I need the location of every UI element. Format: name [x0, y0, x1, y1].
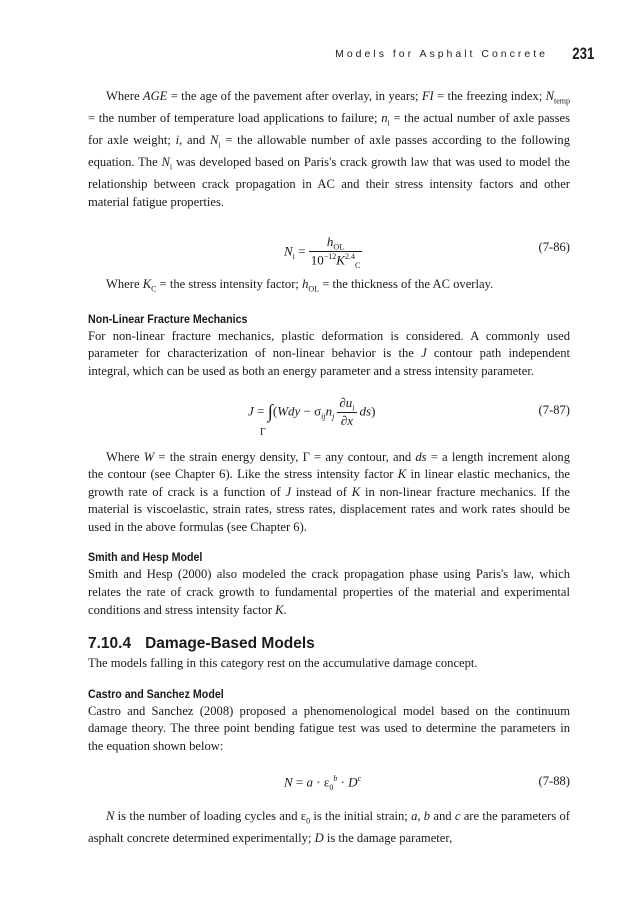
- heading-smith-hesp: Smith and Hesp Model: [88, 551, 203, 565]
- paragraph-n-loading-cycles: N is the number of loading cycles and $\varepsilon_0$ is the initial strain; a, b and c are the parameters of asphalt concrete determined experimentally; D is the damage parameter,: [88, 808, 571, 845]
- running-title: Models for Asphalt Concrete: [335, 48, 548, 60]
- paragraph-damage-based: The models falling in this category rest on the accumulative damage concept.: [88, 656, 478, 671]
- contour-subscript: Γ: [260, 426, 266, 438]
- paragraph-where-age: Where AGE = the age of the pavement after overlay, in years; FI = the freezing index; $N_{temp}$ = the number of temperature load applications to failure; $n_i$ = the actual number of axle passes for axle weight; i, and $N_i$ = the allowable number of axle passes according to the following equation. The $N_i$ was developed based on Paris's crack growth law that was used to model the relationship between crack propagation in AC and their stress intensity factors and other material fatigue properties.: [88, 89, 570, 210]
- equation-7-87: $J = \int(Wdy - \sigma_{ij}n_j$ $\frac{\partial u_i}{\partial x}$ ds) Γ (7-87): [248, 394, 570, 438]
- paragraph-castro-sanchez: Castro and Sanchez (2008) proposed a phenomenological model based on the continuum damage theory. The three point bending fatigue test was used to determine the parameters in the equation shown below:: [88, 703, 570, 754]
- equation-number: (7-86): [538, 239, 570, 254]
- paragraph-non-linear: For non-linear fracture mechanics, plastic deformation is considered. A commonly used parameter for characterization of non-linear behavior is the J contour path independent integral, which can be used as both an energy parameter and a stress intensity parameter.: [88, 328, 570, 378]
- paragraph-smith-hesp: Smith and Hesp (2000) also modeled the crack propagation phase using Paris's law, which relates the rate of crack growth to fundamental properties of the material and experimental conditions and stress intensity factor K.: [88, 567, 570, 617]
- paragraph-where-w: Where W = the strain energy density, Γ = any contour, and ds = a length increment along the contour (see Chapter 6). Like the stress intensity factor K in linear elastic mechanics, the growth rate of crack is a function of J instead of K in non-linear fracture mechanics. If the material is viscoelastic, strain rates, stress rates, displacement rates and work rates should be used in the above formulas (see Chapter 6).: [88, 449, 570, 534]
- heading-non-linear-fracture: Non-Linear Fracture Mechanics: [88, 312, 248, 326]
- heading-castro-sanchez: Castro and Sanchez Model: [88, 687, 224, 701]
- page-body: [88, 88, 570, 847]
- page-header: [80, 44, 594, 66]
- equation-7-88: $N = a \cdot \varepsilon_0^b \cdot D^c$ (7-88): [284, 773, 570, 792]
- section-heading-damage-based: 7.10.4 Damage-Based Models: [88, 635, 315, 653]
- equation-7-86: $N_i$ = $\frac{h_{OL}}{10^{-12}K^{2.4}_C}$ (7-86): [284, 233, 570, 271]
- paragraph-where-kc: Where $K_C$ = the stress intensity factor; $h_{OL}$ = the thickness of the AC overlay.: [106, 276, 494, 294]
- equation-number: (7-88): [538, 773, 570, 788]
- equation-number: (7-87): [538, 402, 570, 417]
- page-number: 231: [571, 44, 594, 63]
